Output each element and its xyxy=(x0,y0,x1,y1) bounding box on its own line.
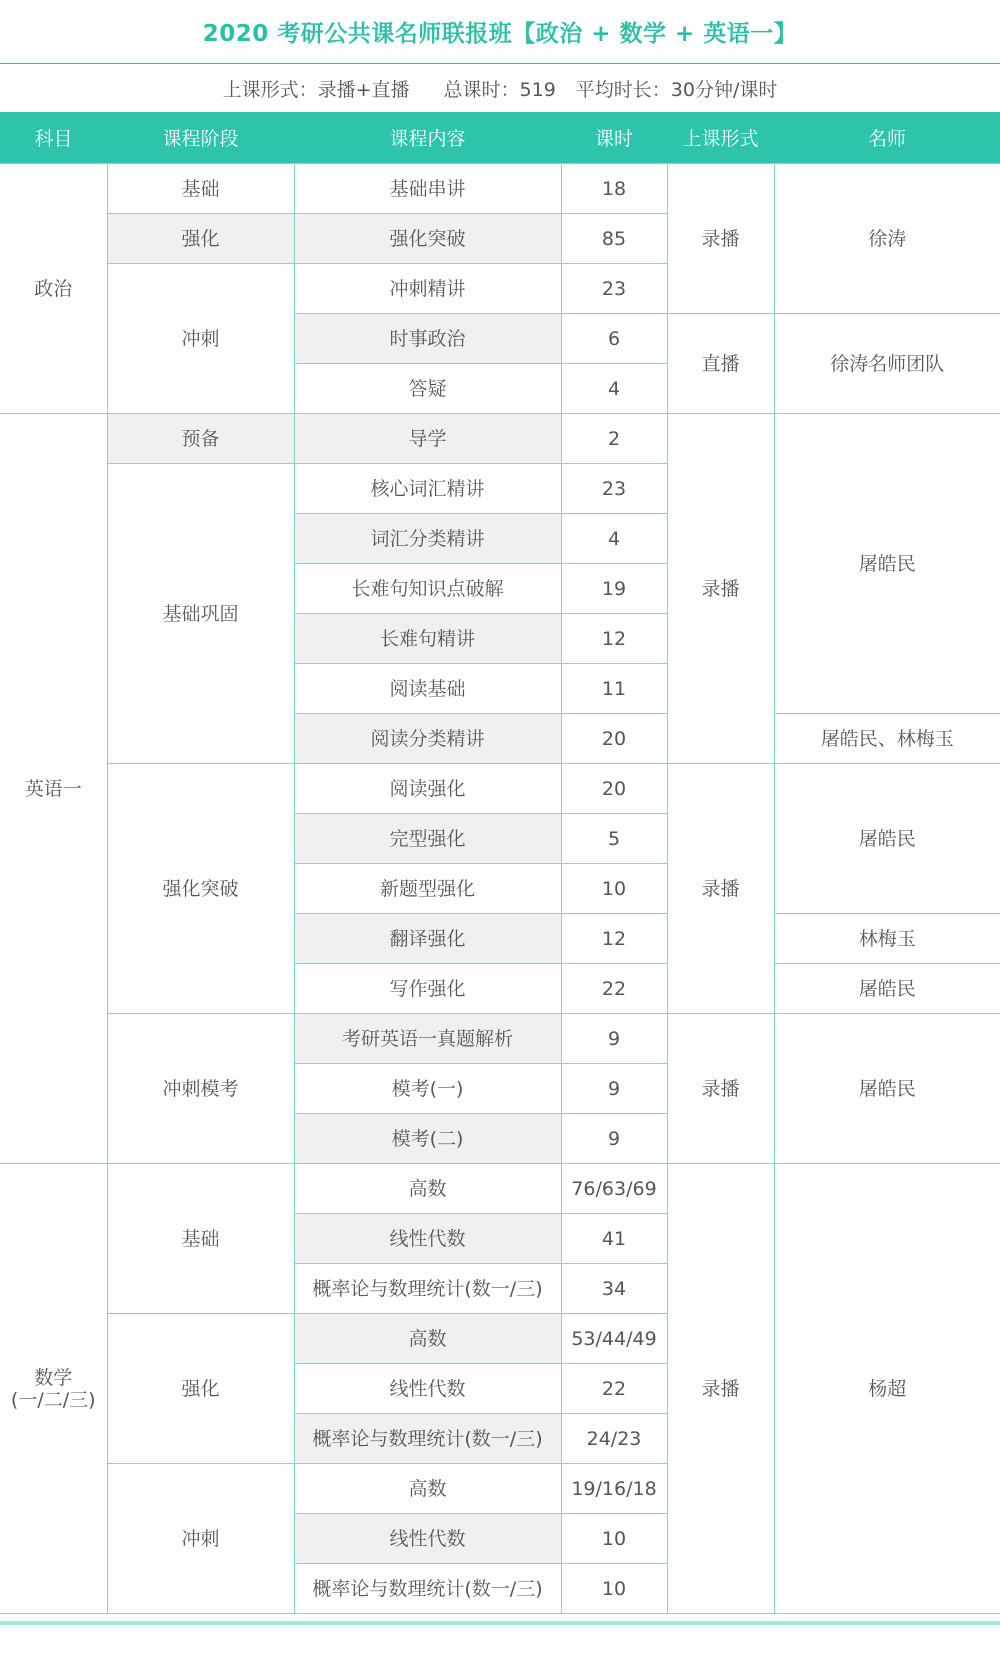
mode-cell: 录播 xyxy=(667,1164,774,1614)
subject-cell: 英语一 xyxy=(0,414,107,1164)
hours-cell: 6 xyxy=(561,314,667,364)
subject-math-variants: (一/二/三) xyxy=(10,1388,96,1411)
hours-cell: 10 xyxy=(561,864,667,914)
hours-cell: 11 xyxy=(561,664,667,714)
header-teacher: 名师 xyxy=(774,112,1000,164)
hours-cell: 2 xyxy=(561,414,667,464)
bottom-divider xyxy=(0,1621,1000,1625)
content-cell: 完型强化 xyxy=(294,814,561,864)
hours-cell: 41 xyxy=(561,1214,667,1264)
hours-cell: 5 xyxy=(561,814,667,864)
hours-cell: 22 xyxy=(561,1364,667,1414)
content-cell: 写作强化 xyxy=(294,964,561,1014)
course-info-bar xyxy=(0,64,1000,112)
content-cell: 阅读基础 xyxy=(294,664,561,714)
mode-cell: 录播 xyxy=(667,164,774,314)
stage-cell: 强化突破 xyxy=(107,764,294,1014)
content-cell: 概率论与数理统计(数一/三) xyxy=(294,1264,561,1314)
content-cell: 模考(二) xyxy=(294,1114,561,1164)
teacher-cell: 徐涛名师团队 xyxy=(774,314,1000,414)
content-cell: 翻译强化 xyxy=(294,914,561,964)
mode-cell: 录播 xyxy=(667,764,774,1014)
hours-cell: 9 xyxy=(561,1014,667,1064)
content-cell: 考研英语一真题解析 xyxy=(294,1014,561,1064)
stage-cell: 预备 xyxy=(107,414,294,464)
page-title: 2020 考研公共课名师联报班【政治 + 数学 + 英语一】 xyxy=(202,20,798,47)
content-cell: 核心词汇精讲 xyxy=(294,464,561,514)
hours-cell: 12 xyxy=(561,614,667,664)
header-content: 课程内容 xyxy=(294,112,561,164)
hours-cell: 10 xyxy=(561,1514,667,1564)
content-cell: 线性代数 xyxy=(294,1214,561,1264)
content-cell: 高数 xyxy=(294,1464,561,1514)
subject-math-name: 数学 xyxy=(34,1366,73,1389)
hours-cell: 24/23 xyxy=(561,1414,667,1464)
content-cell: 模考(一) xyxy=(294,1064,561,1114)
hours-cell: 10 xyxy=(561,1564,667,1614)
content-cell: 概率论与数理统计(数一/三) xyxy=(294,1414,561,1464)
hours-cell: 4 xyxy=(561,514,667,564)
hours-cell: 23 xyxy=(561,464,667,514)
stage-cell: 冲刺 xyxy=(107,1464,294,1614)
hours-cell: 9 xyxy=(561,1114,667,1164)
content-cell: 高数 xyxy=(294,1314,561,1364)
header-subject: 科目 xyxy=(0,112,107,164)
content-cell: 冲刺精讲 xyxy=(294,264,561,314)
hours-cell: 34 xyxy=(561,1264,667,1314)
hours-cell: 4 xyxy=(561,364,667,414)
table-row xyxy=(0,164,1000,214)
schedule-table xyxy=(0,112,1000,1614)
content-cell: 基础串讲 xyxy=(294,164,561,214)
stage-cell: 基础巩固 xyxy=(107,464,294,764)
table-row xyxy=(0,764,1000,814)
subject-cell: 政治 xyxy=(0,164,107,414)
header-hours: 课时 xyxy=(561,112,667,164)
content-cell: 高数 xyxy=(294,1164,561,1214)
teacher-cell: 屠皓民 xyxy=(774,764,1000,914)
content-cell: 长难句精讲 xyxy=(294,614,561,664)
stage-cell: 强化 xyxy=(107,214,294,264)
subject-cell xyxy=(0,1164,107,1614)
content-cell: 导学 xyxy=(294,414,561,464)
hours-cell: 53/44/49 xyxy=(561,1314,667,1364)
hours-cell: 22 xyxy=(561,964,667,1014)
teacher-cell: 屠皓民 xyxy=(774,414,1000,714)
content-cell: 时事政治 xyxy=(294,314,561,364)
teacher-cell: 杨超 xyxy=(774,1164,1000,1614)
class-mode-text: 上课形式：录播+直播 xyxy=(222,78,410,101)
content-cell: 线性代数 xyxy=(294,1514,561,1564)
table-row xyxy=(0,1014,1000,1064)
content-cell: 新题型强化 xyxy=(294,864,561,914)
table-header-row xyxy=(0,112,1000,164)
stage-cell: 强化 xyxy=(107,1314,294,1464)
content-cell: 阅读分类精讲 xyxy=(294,714,561,764)
table-row xyxy=(0,414,1000,464)
teacher-cell: 屠皓民 xyxy=(774,964,1000,1014)
content-cell: 线性代数 xyxy=(294,1364,561,1414)
stage-cell: 基础 xyxy=(107,164,294,214)
hours-cell: 19 xyxy=(561,564,667,614)
teacher-cell: 林梅玉 xyxy=(774,914,1000,964)
content-cell: 答疑 xyxy=(294,364,561,414)
stage-cell: 冲刺 xyxy=(107,264,294,414)
teacher-cell: 屠皓民 xyxy=(774,1014,1000,1164)
content-cell: 阅读强化 xyxy=(294,764,561,814)
hours-cell: 23 xyxy=(561,264,667,314)
content-cell: 词汇分类精讲 xyxy=(294,514,561,564)
hours-cell: 85 xyxy=(561,214,667,264)
mode-cell: 录播 xyxy=(667,414,774,764)
mode-cell: 直播 xyxy=(667,314,774,414)
average-duration-text: 平均时长：30分钟/课时 xyxy=(575,78,778,101)
total-hours-text: 总课时：519 xyxy=(443,78,556,101)
hours-cell: 20 xyxy=(561,764,667,814)
hours-cell: 76/63/69 xyxy=(561,1164,667,1214)
stage-cell: 基础 xyxy=(107,1164,294,1314)
mode-cell: 录播 xyxy=(667,1014,774,1164)
hours-cell: 20 xyxy=(561,714,667,764)
content-cell: 概率论与数理统计(数一/三) xyxy=(294,1564,561,1614)
teacher-cell: 屠皓民、林梅玉 xyxy=(774,714,1000,764)
header-stage: 课程阶段 xyxy=(107,112,294,164)
teacher-cell: 徐涛 xyxy=(774,164,1000,314)
hours-cell: 12 xyxy=(561,914,667,964)
hours-cell: 9 xyxy=(561,1064,667,1114)
hours-cell: 19/16/18 xyxy=(561,1464,667,1514)
hours-cell: 18 xyxy=(561,164,667,214)
content-cell: 长难句知识点破解 xyxy=(294,564,561,614)
table-row xyxy=(0,1164,1000,1214)
content-cell: 强化突破 xyxy=(294,214,561,264)
stage-cell: 冲刺模考 xyxy=(107,1014,294,1164)
header-mode: 上课形式 xyxy=(667,112,774,164)
